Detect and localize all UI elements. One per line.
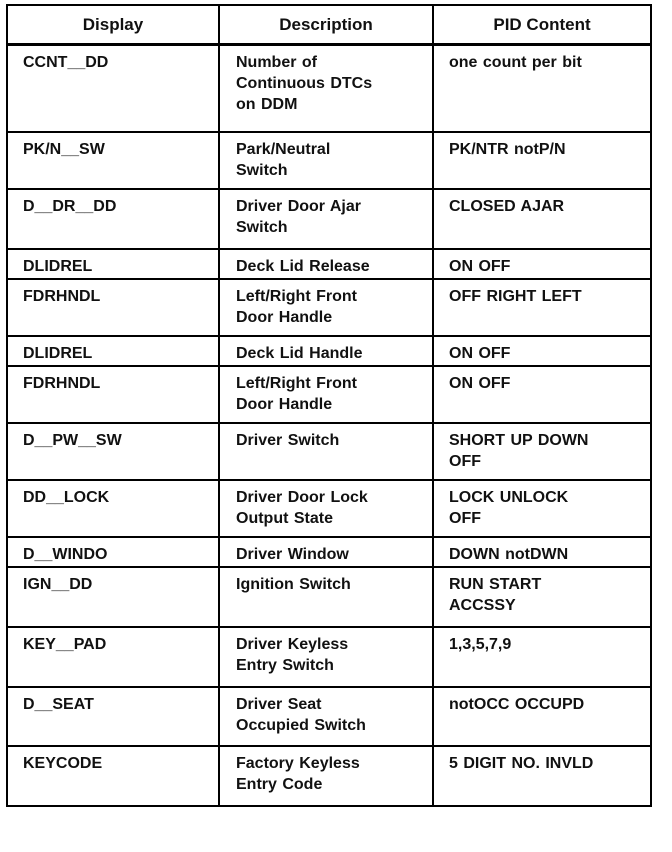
cell-description <box>219 746 433 806</box>
table-row <box>7 746 651 806</box>
description-line: Occupied Switch <box>236 716 366 734</box>
pid-content-line: ON OFF <box>449 374 511 392</box>
pid-content-line: ON OFF <box>449 257 511 275</box>
cell-description <box>219 336 433 366</box>
cell-display: KEYCODE <box>7 746 219 806</box>
description-line: Driver Door Ajar <box>236 197 361 215</box>
table-row <box>7 537 651 567</box>
description-line: Left/Right Front <box>236 287 357 305</box>
cell-display: D__SEAT <box>7 687 219 746</box>
pid-content-line: PK/NTR notP/N <box>449 140 566 158</box>
cell-pid-content <box>433 132 651 189</box>
cell-pid-content <box>433 627 651 687</box>
description-line: Number of <box>236 54 317 71</box>
cell-pid-content <box>433 567 651 627</box>
table-row <box>7 567 651 627</box>
cell-pid-content <box>433 366 651 423</box>
cell-pid-content <box>433 537 651 567</box>
cell-display: CCNT__DD <box>7 45 219 132</box>
table-row <box>7 45 651 132</box>
header-description: Description <box>219 5 433 45</box>
table-row <box>7 366 651 423</box>
cell-pid-content <box>433 249 651 279</box>
table-row <box>7 480 651 537</box>
description-line: Driver Window <box>236 545 349 563</box>
table-row <box>7 627 651 687</box>
description-line: Switch <box>236 218 288 236</box>
pid-content-line: OFF <box>449 509 481 527</box>
description-line: Output State <box>236 509 333 527</box>
table-row <box>7 132 651 189</box>
pid-content-line: DOWN notDWN <box>449 545 569 563</box>
header-display: Display <box>7 5 219 45</box>
description-line: Door Handle <box>236 308 333 326</box>
pid-content-line: ACCSSY <box>449 596 516 614</box>
cell-pid-content <box>433 480 651 537</box>
pid-content-line: OFF <box>449 452 481 470</box>
cell-description <box>219 480 433 537</box>
cell-description <box>219 132 433 189</box>
description-line: Ignition Switch <box>236 575 351 593</box>
cell-description <box>219 45 433 132</box>
description-line: on DDM <box>236 96 298 113</box>
cell-display: D__WINDO <box>7 537 219 567</box>
cell-pid-content <box>433 45 651 132</box>
header-pid-content: PID Content <box>433 5 651 45</box>
pid-content-line: one count per bit <box>449 54 582 71</box>
cell-display: DLIDREL <box>7 249 219 279</box>
cell-pid-content <box>433 423 651 480</box>
pid-table <box>6 4 652 807</box>
description-line: Switch <box>236 161 288 179</box>
description-line: Factory Keyless <box>236 754 360 772</box>
cell-description <box>219 279 433 336</box>
description-line: Driver Seat <box>236 695 322 713</box>
description-line: Driver Keyless <box>236 635 349 653</box>
cell-description <box>219 366 433 423</box>
cell-pid-content <box>433 687 651 746</box>
header-row <box>7 5 651 45</box>
table-row <box>7 279 651 336</box>
cell-display: IGN__DD <box>7 567 219 627</box>
description-line: Entry Code <box>236 775 323 793</box>
cell-description <box>219 423 433 480</box>
cell-description <box>219 537 433 567</box>
cell-display: D__PW__SW <box>7 423 219 480</box>
cell-description <box>219 189 433 249</box>
cell-display: FDRHNDL <box>7 366 219 423</box>
description-line: Driver Switch <box>236 431 340 449</box>
cell-display: DD__LOCK <box>7 480 219 537</box>
pid-content-line: 5 DIGIT NO. INVLD <box>449 754 594 772</box>
pid-content-line: LOCK UNLOCK <box>449 488 569 506</box>
cell-pid-content <box>433 746 651 806</box>
cell-display: PK/N__SW <box>7 132 219 189</box>
description-line: Driver Door Lock <box>236 488 368 506</box>
table-row <box>7 336 651 366</box>
cell-pid-content <box>433 336 651 366</box>
description-line: Door Handle <box>236 395 333 413</box>
table-body <box>7 45 651 806</box>
cell-description <box>219 687 433 746</box>
cell-pid-content <box>433 189 651 249</box>
table-row <box>7 189 651 249</box>
description-line: Deck Lid Handle <box>236 344 363 362</box>
table-header <box>7 5 651 45</box>
pid-content-line: CLOSED AJAR <box>449 197 565 215</box>
pid-content-line: 1,3,5,7,9 <box>449 635 512 653</box>
table-row <box>7 249 651 279</box>
description-line: Left/Right Front <box>236 374 357 392</box>
cell-display: DLIDREL <box>7 336 219 366</box>
cell-description <box>219 627 433 687</box>
cell-display: KEY__PAD <box>7 627 219 687</box>
description-line: Entry Switch <box>236 656 334 674</box>
pid-content-line: SHORT UP DOWN <box>449 431 589 449</box>
cell-display: D__DR__DD <box>7 189 219 249</box>
description-line: Park/Neutral <box>236 140 331 158</box>
pid-content-line: RUN START <box>449 575 542 593</box>
description-line: Deck Lid Release <box>236 257 370 275</box>
cell-description <box>219 249 433 279</box>
description-line: Continuous DTCs <box>236 75 373 92</box>
cell-pid-content <box>433 279 651 336</box>
pid-content-line: ON OFF <box>449 344 511 362</box>
cell-description <box>219 567 433 627</box>
pid-content-line: OFF RIGHT LEFT <box>449 287 582 305</box>
pid-content-line: notOCC OCCUPD <box>449 695 585 713</box>
table-row <box>7 687 651 746</box>
cell-display: FDRHNDL <box>7 279 219 336</box>
table-row <box>7 423 651 480</box>
